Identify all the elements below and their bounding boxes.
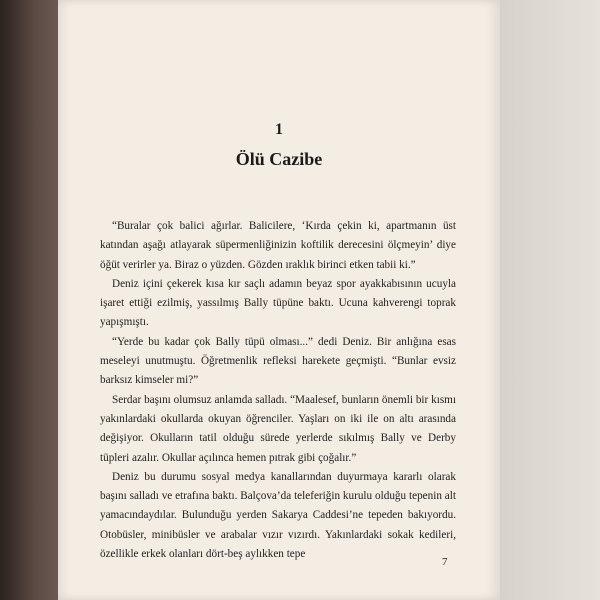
book-spine-shadow <box>0 0 58 600</box>
chapter-number: 1 <box>275 121 283 138</box>
paragraph: Serdar başını olumsuz anlamda salladı. “Maalesef, bunların önemli bir kısmı yakınlardaki okullarda okuyan öğrenciler. Yaşları on iki ile on altı arasında değişiyor. Okulların tatil olduğu sürede yerlerde sıkılmış Bally ve Derby tüpleri azalır. Okullar açılınca hemen pıtrak gibi çoğalır.” <box>100 393 456 464</box>
book-page <box>58 0 500 600</box>
paragraph: Deniz bu durumu sosyal medya kanallarından duyurmaya kararlı olarak başını salladı ve etrafına baktı. Balçova’da teleferiğin kurulu olduğu tepenin alt yamacındaydılar. Bulunduğu yerden Sakarya Caddesi’ne tepeden bakıyordu. Otobüsler, minibüsler ve arabalar vızır vızırdı. Yakınlardaki sokak kedileri, özellikle erkek olanları dört-beş aylıkken tepe <box>100 470 456 561</box>
paragraph: “Yerde bu kadar çok Bally tüpü olması...” dedi Deniz. Bir anlığına esas meseleyi unutmuştu. Öğretmenlik refleksi harekete geçmişti. “Bunlar evsiz barksız kimseler mi?” <box>100 335 456 387</box>
paragraph: “Buralar çok balici ağırlar. Balicilere, ‘Kırda çekin ki, apartmanın üst katından aşağı atlayarak süpermenliğinizin koftilik derecesini ölçmeyin’ diye öğüt verirler ya. Biraz o yüzden. Gözden ıraklık birinci etken tabii ki.” <box>100 220 456 271</box>
page-edge <box>500 0 600 600</box>
chapter-title: Ölü Cazibe <box>235 149 323 169</box>
body-text <box>100 217 456 564</box>
page-number: 7 <box>442 556 448 568</box>
paragraph: Deniz içini çekerek kısa kır saçlı adamın beyaz spor ayakkabısının ucuyla işaret ettiği ezilmiş, yassılmış Bally tüpüne baktı. Ucuna kahverengi toprak yapışmıştı. <box>100 277 456 329</box>
